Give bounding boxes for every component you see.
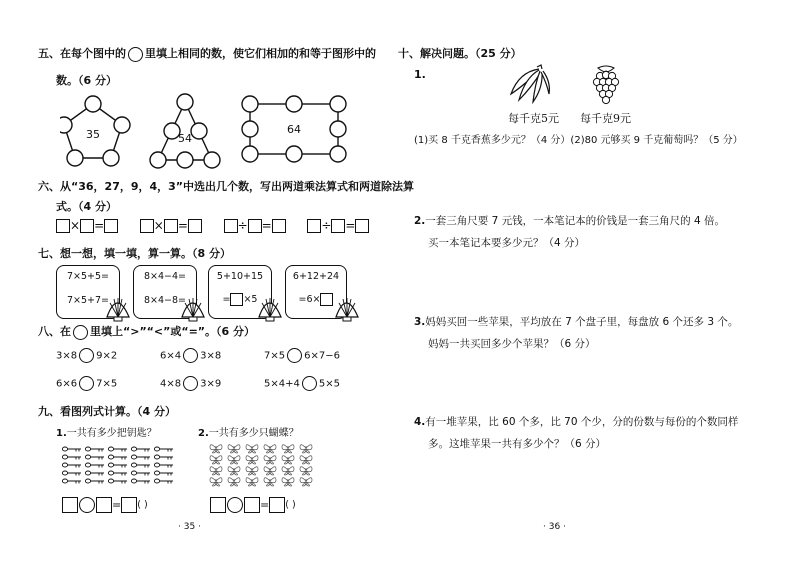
compare-circle[interactable] bbox=[79, 348, 94, 363]
keys-picture bbox=[62, 444, 182, 488]
q2-line1 bbox=[414, 213, 725, 228]
s6-line2: 式。（4 分） bbox=[56, 200, 117, 213]
answer-box[interactable] bbox=[272, 219, 286, 233]
key-icon bbox=[154, 471, 173, 476]
op-equals: = bbox=[177, 218, 188, 233]
q1-text: (1)买 8 千克香蕉多少元？（4 分）(2)80 元够买 9 千克葡萄吗？（5 分） bbox=[414, 135, 743, 146]
s7-g4-bottom-pre: =6× bbox=[298, 294, 321, 305]
key-icon bbox=[131, 479, 150, 484]
compare-circle[interactable] bbox=[183, 376, 198, 391]
compare-left: 3×8 bbox=[56, 350, 78, 362]
butterfly-icon bbox=[246, 445, 258, 453]
triangle-figure bbox=[150, 94, 220, 168]
answer-box[interactable] bbox=[104, 219, 118, 233]
key-icon bbox=[85, 471, 104, 476]
s8-title bbox=[38, 323, 255, 340]
s5-line2: 数。（6 分） bbox=[56, 74, 117, 87]
s9-q1-num: 1. bbox=[56, 428, 67, 439]
key-icon bbox=[62, 455, 81, 460]
op-circle[interactable] bbox=[227, 497, 243, 513]
s7-g3-bottom-pre: = bbox=[222, 294, 231, 305]
compare-item bbox=[56, 348, 117, 363]
key-icon bbox=[131, 447, 150, 452]
s7-g3-top: 5+10+15 bbox=[216, 271, 264, 282]
butterflies-picture bbox=[208, 442, 320, 488]
compare-left: 6×6 bbox=[56, 378, 78, 390]
op-equals: = bbox=[94, 218, 105, 233]
butterfly-icon bbox=[300, 445, 312, 453]
compare-right: 7×5 bbox=[96, 378, 118, 390]
answer-box[interactable] bbox=[188, 219, 202, 233]
q3-line2: 妈妈一共买回多少个苹果？（6 分） bbox=[428, 338, 596, 350]
compare-left: 6×4 bbox=[160, 350, 182, 362]
s6-equations bbox=[56, 218, 369, 233]
compare-circle[interactable] bbox=[302, 376, 317, 391]
op-equals: = bbox=[261, 218, 272, 233]
butterfly-icon bbox=[282, 445, 294, 453]
fill-circle-icon bbox=[73, 325, 88, 340]
op-equals: = bbox=[345, 218, 356, 233]
op-times: × bbox=[153, 218, 164, 233]
butterfly-icon bbox=[264, 445, 276, 453]
key-icon bbox=[85, 463, 104, 468]
s7-g1-bottom: 7×5+7= bbox=[66, 295, 109, 306]
shell-icon bbox=[182, 298, 204, 321]
s8-title-post: 里填上“>”“<”或“=”。（6 分） bbox=[90, 325, 256, 338]
grape-berry bbox=[602, 96, 609, 103]
key-icon bbox=[108, 463, 127, 468]
compare-item bbox=[160, 348, 221, 363]
s7-g4-top: 6+12+24 bbox=[292, 271, 340, 282]
compare-circle[interactable] bbox=[287, 348, 302, 363]
s7-g1-top: 7×5+5= bbox=[66, 271, 109, 282]
answer-box[interactable] bbox=[244, 497, 260, 513]
banana-price: 每千克5元 bbox=[508, 112, 559, 125]
answer-box[interactable] bbox=[164, 219, 178, 233]
shell-icon bbox=[336, 298, 358, 321]
s6-line1: 六、从“36，27，9，4，3”中选出几个数，写出两道乘法算式和两道除法算 bbox=[38, 180, 415, 193]
compare-circle[interactable] bbox=[79, 376, 94, 391]
key-icon bbox=[154, 455, 173, 460]
key-icon bbox=[85, 479, 104, 484]
answer-box[interactable] bbox=[121, 497, 137, 513]
butterfly-icon bbox=[282, 456, 294, 464]
key-icon bbox=[154, 447, 173, 452]
compare-right: 9×2 bbox=[96, 350, 118, 362]
grape-icon bbox=[588, 64, 624, 106]
butterfly-icon bbox=[300, 478, 312, 486]
answer-box[interactable] bbox=[307, 219, 321, 233]
compare-item bbox=[264, 376, 340, 391]
op-times: × bbox=[70, 218, 81, 233]
q3-line1-text: 妈妈买回一些苹果，平均放在 7 个盘子里，每盘放 6 个还多 3 个。 bbox=[425, 316, 739, 328]
butterfly-icon bbox=[264, 478, 276, 486]
answer-box[interactable] bbox=[140, 219, 154, 233]
key-icon bbox=[154, 463, 173, 468]
pentagon-value: 35 bbox=[86, 128, 100, 141]
q4-line1-text: 有一堆苹果，比 60 个多，比 70 个少，分的份数与每份的个数同样 bbox=[425, 416, 739, 428]
page-number-left: · 35 · bbox=[178, 522, 201, 532]
compare-item bbox=[160, 376, 221, 391]
s9-q2-num: 2. bbox=[198, 428, 209, 439]
answer-box[interactable] bbox=[355, 219, 369, 233]
compare-circle[interactable] bbox=[183, 348, 198, 363]
butterfly-icon bbox=[246, 456, 258, 464]
butterfly-icon bbox=[282, 467, 294, 475]
butterfly-icon bbox=[264, 456, 276, 464]
butterfly-icon bbox=[228, 478, 240, 486]
butterfly-icon bbox=[210, 467, 222, 475]
shell-icon bbox=[107, 298, 129, 321]
compare-left: 5×4+4 bbox=[264, 378, 300, 390]
answer-box[interactable] bbox=[62, 497, 78, 513]
key-icon bbox=[62, 447, 81, 452]
shell-icon bbox=[259, 298, 281, 321]
butterfly-icon bbox=[246, 467, 258, 475]
butterfly-icon bbox=[228, 445, 240, 453]
s9-q2-text: 一共有多少只蝴蝶？ bbox=[208, 428, 299, 439]
compare-right: 5×5 bbox=[318, 378, 340, 390]
s10-title: 十、解决问题。（25 分） bbox=[398, 47, 522, 60]
butterfly-icon bbox=[246, 478, 258, 486]
s8-title-pre: 八、在 bbox=[38, 325, 71, 338]
op-divide: ÷ bbox=[321, 218, 332, 233]
q2-line1-text: 一套三角尺要 7 元钱，一本笔记本的价钱是一套三角尺的 4 倍。 bbox=[425, 215, 726, 227]
butterfly-icon bbox=[228, 467, 240, 475]
s9-q2-answer bbox=[210, 497, 296, 513]
key-icon bbox=[62, 479, 81, 484]
butterfly-icon bbox=[282, 478, 294, 486]
compare-left: 4×8 bbox=[160, 378, 182, 390]
q3-line1 bbox=[414, 314, 738, 329]
s7-g3-bottom-post: ×5 bbox=[243, 294, 258, 305]
key-icon bbox=[108, 455, 127, 460]
key-icon bbox=[108, 479, 127, 484]
q3-num: 3. bbox=[414, 316, 426, 328]
triangle-value: 54 bbox=[178, 132, 192, 145]
op-circle[interactable] bbox=[79, 497, 95, 513]
butterfly-icon bbox=[300, 467, 312, 475]
key-icon bbox=[108, 471, 127, 476]
s9-q1-answer bbox=[62, 497, 148, 513]
fill-circle-icon bbox=[128, 47, 143, 62]
op-divide: ÷ bbox=[237, 218, 248, 233]
s7-title: 七、想一想，填一填，算一算。（8 分） bbox=[38, 247, 231, 260]
answer-box[interactable] bbox=[80, 219, 94, 233]
butterfly-icon bbox=[228, 456, 240, 464]
s9-q1 bbox=[56, 424, 157, 439]
s5-line1-pre: 五、在每个图中的 bbox=[38, 47, 126, 60]
butterfly-icon bbox=[264, 467, 276, 475]
answer-box[interactable] bbox=[96, 497, 112, 513]
key-icon bbox=[154, 479, 173, 484]
key-icon bbox=[62, 463, 81, 468]
unit-paren: ( ) bbox=[285, 499, 296, 511]
key-icon bbox=[108, 447, 127, 452]
q1-num: 1. bbox=[414, 68, 426, 81]
page-number-right: · 36 · bbox=[543, 522, 566, 532]
answer-box[interactable] bbox=[269, 497, 285, 513]
unit-paren: ( ) bbox=[137, 499, 148, 511]
answer-box[interactable] bbox=[56, 219, 70, 233]
key-icon bbox=[131, 455, 150, 460]
s5-line1 bbox=[38, 45, 376, 62]
q4-line1 bbox=[414, 414, 738, 429]
banana-icon bbox=[505, 64, 553, 104]
q4-num: 4. bbox=[414, 416, 426, 428]
key-icon bbox=[131, 471, 150, 476]
answer-box[interactable] bbox=[224, 219, 238, 233]
compare-right: 6×7−6 bbox=[304, 350, 340, 362]
s9-q2 bbox=[198, 424, 299, 439]
rectangle-value: 64 bbox=[287, 123, 301, 136]
s9-q1-text: 一共有多少把钥匙？ bbox=[66, 428, 157, 439]
grape-price: 每千克9元 bbox=[580, 112, 631, 125]
key-icon bbox=[85, 455, 104, 460]
s7-shells bbox=[102, 289, 372, 323]
s5-line1-post: 里填上相同的数，使它们相加的和等于图形中的 bbox=[145, 47, 376, 60]
s5-figures bbox=[60, 92, 380, 174]
q2-line2: 买一本笔记本要多少元？（4 分） bbox=[428, 237, 586, 249]
op-equals: = bbox=[112, 498, 122, 512]
q4-line2: 多。这堆苹果一共有多少个？（6 分） bbox=[428, 438, 607, 450]
answer-box[interactable] bbox=[210, 497, 226, 513]
compare-item bbox=[56, 376, 117, 391]
key-icon bbox=[131, 463, 150, 468]
op-equals: = bbox=[260, 498, 270, 512]
s7-g2-top: 8×4−4= bbox=[143, 271, 186, 282]
butterfly-icon bbox=[210, 445, 222, 453]
compare-right: 3×8 bbox=[200, 350, 222, 362]
butterfly-icon bbox=[300, 456, 312, 464]
s7-g2-bottom: 8×4−8= bbox=[143, 295, 186, 306]
s9-title: 九、看图列式计算。（4 分） bbox=[38, 405, 176, 418]
compare-right: 3×9 bbox=[200, 378, 222, 390]
compare-left: 7×5 bbox=[264, 350, 286, 362]
key-icon bbox=[85, 447, 104, 452]
butterfly-icon bbox=[210, 478, 222, 486]
q2-num: 2. bbox=[414, 215, 426, 227]
key-icon bbox=[62, 471, 81, 476]
answer-box[interactable] bbox=[248, 219, 262, 233]
butterfly-icon bbox=[210, 456, 222, 464]
answer-box[interactable] bbox=[331, 219, 345, 233]
compare-item bbox=[264, 348, 340, 363]
